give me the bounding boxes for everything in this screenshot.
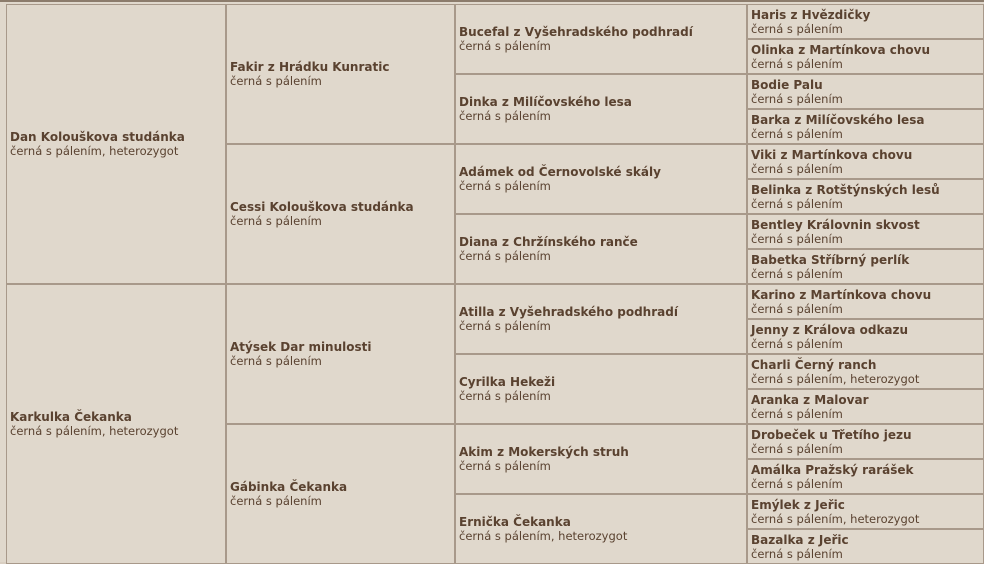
dog-name[interactable]: Bazalka z Jeřic — [751, 532, 849, 547]
dog-color: černá s pálením — [230, 214, 322, 228]
dog-name[interactable]: Karkulka Čekanka — [10, 410, 132, 424]
pedigree-cell-gen2 — [226, 284, 455, 424]
pedigree-cell-gen2 — [226, 4, 455, 144]
dog-color: černá s pálením — [751, 21, 843, 36]
dog-color: černá s pálením — [751, 301, 843, 316]
pedigree-cell-gen2 — [226, 424, 455, 564]
pedigree-cell-gen4 — [747, 424, 984, 459]
dog-name[interactable]: Drobeček u Třetího jezu — [751, 427, 912, 442]
pedigree-cell-dam — [6, 284, 226, 564]
dog-name[interactable]: Charli Černý ranch — [751, 357, 877, 372]
pedigree-cell-gen4 — [747, 214, 984, 249]
dog-color: černá s pálením — [751, 91, 843, 106]
dog-name[interactable]: Karino z Martínkova chovu — [751, 287, 932, 302]
dog-name[interactable]: Atýsek Dar minulosti — [230, 340, 372, 354]
dog-name[interactable]: Atilla z Vyšehradského podhradí — [459, 305, 678, 319]
pedigree-cell-gen3 — [455, 74, 747, 144]
dog-name[interactable]: Jenny z Králova odkazu — [751, 322, 909, 337]
pedigree-cell-gen4 — [747, 74, 984, 109]
dog-color: černá s pálením — [751, 56, 843, 71]
dog-name[interactable]: Akim z Mokerských struh — [459, 445, 629, 459]
pedigree-cell-sire — [6, 4, 226, 284]
dog-color: černá s pálením — [459, 249, 551, 263]
dog-name[interactable]: Cyrilka Hekeži — [459, 375, 556, 389]
dog-color: černá s pálením — [459, 459, 551, 473]
dog-name[interactable]: Cessi Kolouškova studánka — [230, 200, 414, 214]
dog-color: černá s pálením — [459, 109, 551, 123]
dog-color: černá s pálením — [751, 476, 843, 491]
dog-name[interactable]: Amálka Pražský rarášek — [751, 462, 914, 477]
dog-name[interactable]: Aranka z Malovar — [751, 392, 869, 407]
dog-color: černá s pálením — [751, 266, 843, 281]
pedigree-cell-gen4 — [747, 494, 984, 529]
dog-color: černá s pálením — [459, 319, 551, 333]
dog-color: černá s pálením — [751, 336, 843, 351]
dog-name[interactable]: Emýlek z Jeřic — [751, 497, 845, 512]
pedigree-cell-gen4 — [747, 249, 984, 284]
dog-color: černá s pálením — [230, 74, 322, 88]
dog-color: černá s pálením, heterozygot — [10, 144, 179, 158]
pedigree-cell-gen3 — [455, 494, 747, 564]
dog-name[interactable]: Barka z Milíčovského lesa — [751, 112, 925, 127]
pedigree-cell-gen4 — [747, 109, 984, 144]
dog-name[interactable]: Belinka z Rotštýnských lesů — [751, 182, 940, 197]
pedigree-cell-gen3 — [455, 214, 747, 284]
pedigree-cell-gen2 — [226, 144, 455, 284]
pedigree-cell-gen4 — [747, 459, 984, 494]
dog-name[interactable]: Diana z Chržínského ranče — [459, 235, 638, 249]
dog-color: černá s pálením — [751, 441, 843, 456]
dog-color: černá s pálením — [230, 354, 322, 368]
dog-name[interactable]: Ernička Čekanka — [459, 515, 571, 529]
pedigree-cell-gen3 — [455, 284, 747, 354]
dog-color: černá s pálením — [230, 494, 322, 508]
pedigree-cell-gen4 — [747, 354, 984, 389]
pedigree-cell-gen4 — [747, 179, 984, 214]
dog-name[interactable]: Bentley Královnin skvost — [751, 217, 920, 232]
pedigree-cell-gen4 — [747, 144, 984, 179]
pedigree-cell-gen4 — [747, 284, 984, 319]
dog-color: černá s pálením — [751, 161, 843, 176]
dog-color: černá s pálením — [751, 406, 843, 421]
pedigree-cell-gen3 — [455, 424, 747, 494]
dog-color: černá s pálením, heterozygot — [751, 511, 920, 526]
dog-name[interactable]: Viki z Martínkova chovu — [751, 147, 913, 162]
dog-name[interactable]: Adámek od Černovolské skály — [459, 165, 661, 179]
dog-color: černá s pálením — [751, 126, 843, 141]
dog-color: černá s pálením, heterozygot — [459, 529, 628, 543]
dog-color: černá s pálením, heterozygot — [10, 424, 179, 438]
dog-name[interactable]: Gábinka Čekanka — [230, 480, 348, 494]
dog-name[interactable]: Dinka z Milíčovského lesa — [459, 95, 632, 109]
dog-name[interactable]: Bucefal z Vyšehradského podhradí — [459, 25, 693, 39]
dog-color: černá s pálením — [751, 546, 843, 561]
dog-color: černá s pálením — [459, 179, 551, 193]
pedigree-cell-gen4 — [747, 389, 984, 424]
pedigree-cell-gen3 — [455, 4, 747, 74]
dog-color: černá s pálením — [751, 231, 843, 246]
dog-name[interactable]: Babetka Stříbrný perlík — [751, 252, 910, 267]
dog-name[interactable]: Dan Kolouškova studánka — [10, 130, 185, 144]
pedigree-cell-gen4 — [747, 529, 984, 564]
pedigree-cell-gen3 — [455, 354, 747, 424]
dog-name[interactable]: Haris z Hvězdičky — [751, 7, 871, 22]
dog-name[interactable]: Bodie Palu — [751, 77, 823, 92]
dog-name[interactable]: Fakir z Hrádku Kunratic — [230, 60, 390, 74]
dog-name[interactable]: Olinka z Martínkova chovu — [751, 42, 931, 57]
dog-color: černá s pálením, heterozygot — [751, 371, 920, 386]
pedigree-cell-gen4 — [747, 4, 984, 39]
dog-color: černá s pálením — [459, 39, 551, 53]
pedigree-cell-gen4 — [747, 39, 984, 74]
pedigree-cell-gen4 — [747, 319, 984, 354]
dog-color: černá s pálením — [459, 389, 551, 403]
pedigree-cell-gen3 — [455, 144, 747, 214]
dog-color: černá s pálením — [751, 196, 843, 211]
